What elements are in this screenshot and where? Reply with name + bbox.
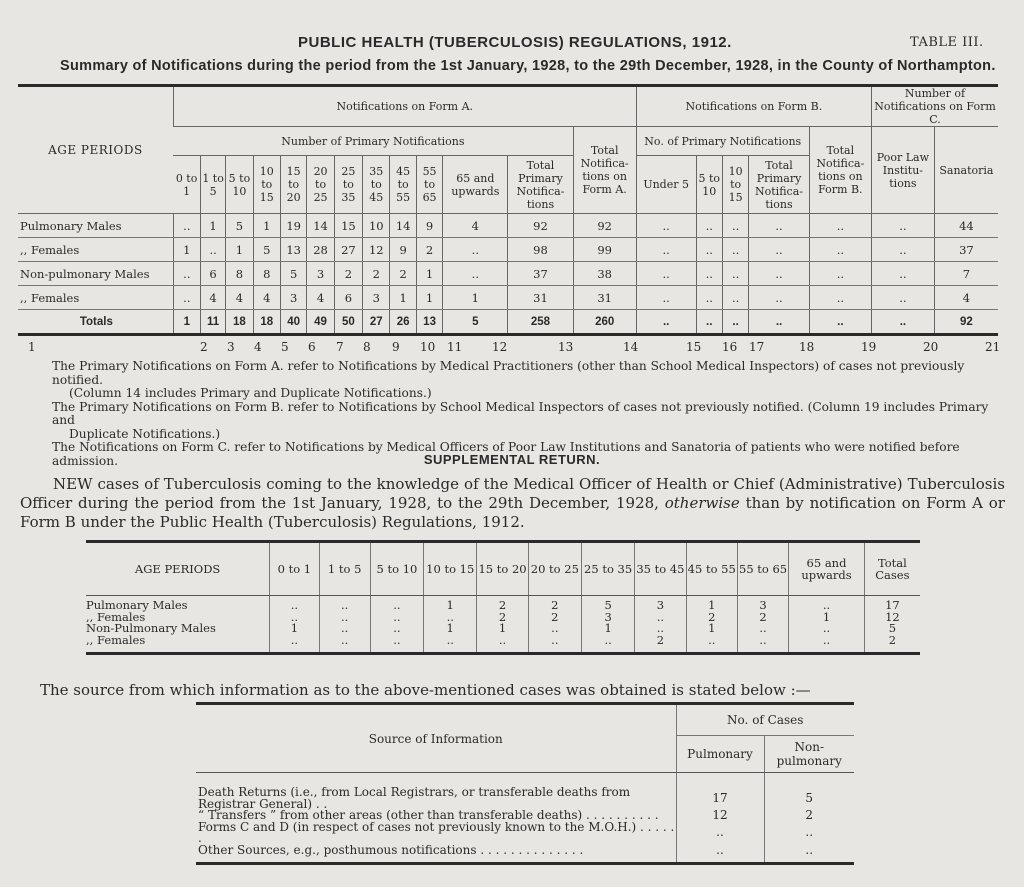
table-cell: .. [528,635,581,654]
non-pulmonary-cell: .. [764,822,854,845]
table-cell: .. [749,286,809,310]
supplemental-return-table [86,540,920,655]
table-cell: .. [319,623,370,635]
note-column-14: (Column 14 includes Primary and Duplicate Notifications.) [69,386,432,400]
totals-cell: 13 [416,310,442,335]
table-cell: 3 [280,286,306,310]
column-number: 9 [392,340,400,354]
table-cell: 8 [253,262,280,286]
column-number: 16 [722,340,738,354]
table-cell: .. [370,612,423,624]
totals-cell: 18 [226,310,253,335]
table-cell: 1 [443,286,508,310]
row-label: ,, Females [18,238,173,262]
table-cell: 31 [573,286,636,310]
table-cell: 1 [686,623,737,635]
table-cell: .. [789,635,865,654]
page-title: PUBLIC HEALTH (TUBERCULOSIS) REGULATIONS, 1912. [298,34,732,51]
table-cell: 3 [363,286,390,310]
column-number: 12 [492,340,508,354]
column-number: 13 [558,340,574,354]
age-col-a-header: 65 and upwards [443,156,508,214]
row-label: Pulmonary Males [18,214,173,238]
table-cell: 5 [226,214,253,238]
age-col-header: 65 and upwards [789,542,865,596]
table-cell: .. [696,238,722,262]
table-cell: 1 [226,238,253,262]
non-pulmonary-cell: 5 [764,773,854,811]
table-cell: 5 [253,238,280,262]
table-cell: 14 [307,214,334,238]
table-cell: 1 [789,612,865,624]
table-cell: 4 [200,286,225,310]
column-number: 10 [420,340,436,354]
age-col-a-header: 10 to 15 [253,156,280,214]
row-label: ,, Females [86,609,146,624]
note-duplicate: Duplicate Notifications.) [69,426,221,441]
table-cell: 2 [390,262,416,286]
table-cell: 1 [424,623,477,635]
column-number: 11 [447,340,463,354]
totals-cell: 27 [363,310,390,335]
age-col-a-header: 5 to 10 [226,156,253,214]
source-label: Other Sources, e.g., posthumous notifications . . . . . . . . . . . . . . [198,842,584,857]
totals-cell: 50 [334,310,362,335]
age-col-a-header: 35 to 45 [363,156,390,214]
table-cell: .. [424,612,477,624]
column-number: 5 [281,340,289,354]
row-label: Non-pulmonary Males [18,262,173,286]
totals-cell: .. [636,310,696,335]
table-cell: 17 [864,596,920,612]
table-cell: .. [809,238,871,262]
supplemental-heading: SUPPLEMENTAL RETURN. [423,452,601,467]
table-cell: 12 [363,238,390,262]
total-form-a-header: Total Notifica-tions on Form A. [573,127,636,214]
age-col-b-header: 5 to 10 [696,156,722,214]
table-cell: 31 [508,286,573,310]
column-number: 4 [254,340,262,354]
table-row [196,822,854,845]
table-cell: .. [789,596,865,612]
table-cell: 3 [635,596,686,612]
totals-row [18,310,998,335]
pulmonary-header: Pulmonary [676,736,764,773]
table-cell: 98 [508,238,573,262]
table-cell: 92 [573,214,636,238]
table-row [86,635,920,654]
age-periods-header: AGE PERIODS [86,542,270,596]
table-cell: 4 [253,286,280,310]
table-cell: .. [635,612,686,624]
table-cell: .. [173,262,200,286]
age-col-header: Total Cases [864,542,920,596]
table-cell: .. [319,596,370,612]
totals-cell: 1 [173,310,200,335]
row-label: Non-Pulmonary Males [86,621,216,635]
table-cell: 2 [477,612,528,624]
age-col-header: 20 to 25 [528,542,581,596]
table-cell: .. [749,262,809,286]
notifications-summary-table [18,84,998,336]
table-cell: .. [722,214,748,238]
table-cell: .. [635,623,686,635]
age-col-a-header: 20 to 25 [307,156,334,214]
source-information-table [196,702,854,865]
table-cell: 5 [864,623,920,635]
table-row [18,286,998,310]
poor-law-header: Poor Law Institu-tions [871,127,934,214]
table-cell: 38 [573,262,636,286]
table-cell: 3 [737,596,788,612]
table-cell: 37 [508,262,573,286]
table-cell: 6 [334,286,362,310]
table-cell: 1 [416,286,442,310]
table-cell: .. [636,262,696,286]
table-cell: 1 [390,286,416,310]
table-cell: 44 [934,214,998,238]
total-form-b-header: Total Notifica-tions on Form B. [809,127,871,214]
pulmonary-cell: 17 [676,773,764,811]
table-cell: 4 [226,286,253,310]
table-cell: 7 [934,262,998,286]
form-b-header: Notifications on Form B. [636,86,871,127]
table-cell: .. [443,262,508,286]
table-cell: 2 [477,596,528,612]
totals-cell: .. [809,310,871,335]
table-cell: .. [173,286,200,310]
table-cell: .. [871,238,934,262]
non-pulmonary-cell: .. [764,845,854,864]
table-row [18,262,998,286]
table-cell: 1 [686,596,737,612]
table-cell: 1 [477,623,528,635]
table-cell: 2 [528,612,581,624]
table-cell: .. [737,623,788,635]
primary-b-header: No. of Primary Notifications [636,127,809,156]
age-col-header: 15 to 20 [477,542,528,596]
table-cell: 4 [934,286,998,310]
table-cell: 2 [635,635,686,654]
source-header: Source of Information [196,704,676,773]
pulmonary-cell: 12 [676,810,764,822]
table-cell: 9 [416,214,442,238]
note-form-a: The Primary Notifications on Form A. refer to Notifications by Medical Practitioners (other than School Medical Inspectors) of cases not previously notified. [52,359,965,387]
table-cell: 92 [508,214,573,238]
primary-a-header: Number of Primary Notifications [173,127,573,156]
age-col-a-header: 0 to 1 [173,156,200,214]
column-number: 20 [923,340,939,354]
table-cell: .. [696,262,722,286]
table-cell: .. [424,635,477,654]
table-cell: 27 [334,238,362,262]
form-a-header: Notifications on Form A. [173,86,636,127]
age-col-a-header: 55 to 65 [416,156,442,214]
table-cell: 37 [934,238,998,262]
table-cell: .. [270,612,319,624]
table-cell: .. [528,623,581,635]
column-number: 15 [686,340,702,354]
totals-cell: 18 [253,310,280,335]
table-cell: .. [319,635,370,654]
table-cell: .. [270,635,319,654]
table-cell: 9 [390,238,416,262]
table-row [18,238,998,262]
table-row [18,214,998,238]
row-label: ,, Females [86,632,146,647]
column-number: 17 [749,340,765,354]
table-cell: 99 [573,238,636,262]
note-form-c: The Notifications on Form C. refer to Notifications by Medical Officers of Poor Law Institutions and Sanatoria of patients who were notified before admission. [52,440,960,468]
emphasis-otherwise: otherwise [664,494,740,512]
table-cell: 4 [443,214,508,238]
table-cell: 1 [424,596,477,612]
table-cell: .. [581,635,634,654]
age-col-b-header: Total Primary Notifica-tions [749,156,809,214]
table-cell: 1 [416,262,442,286]
table-cell: 5 [581,596,634,612]
table-cell: .. [749,214,809,238]
age-col-header: 5 to 10 [370,542,423,596]
totals-cell: 49 [307,310,334,335]
table-cell: .. [443,238,508,262]
age-col-header: 45 to 55 [686,542,737,596]
totals-cell: 258 [508,310,573,335]
table-cell: .. [370,596,423,612]
table-cell: 2 [334,262,362,286]
non-pulmonary-cell: 2 [764,810,854,822]
table-cell: 13 [280,238,306,262]
table-cell: .. [737,635,788,654]
table-cell: .. [270,596,319,612]
row-label: Pulmonary Males [86,598,188,612]
age-col-b-header: Under 5 [636,156,696,214]
table-cell: 3 [307,262,334,286]
table-cell: .. [871,214,934,238]
table-cell: .. [696,214,722,238]
age-col-a-header: 25 to 35 [334,156,362,214]
table-cell: 8 [226,262,253,286]
sanatoria-header: Sanatoria [934,127,998,214]
table-cell: 12 [864,612,920,624]
age-col-header: 10 to 15 [424,542,477,596]
column-number: 14 [623,340,639,354]
table-cell: .. [370,623,423,635]
table-cell: .. [789,623,865,635]
table-cell: 2 [363,262,390,286]
age-col-header: 25 to 35 [581,542,634,596]
table-cell: .. [722,238,748,262]
table-cell: .. [809,286,871,310]
table-cell: .. [809,262,871,286]
table-cell: .. [200,238,225,262]
column-number: 18 [799,340,815,354]
source-label: Death Returns (i.e., from Local Registrars, or transferable deaths from Registrar General) . . [198,785,631,811]
table-cell: 1 [581,623,634,635]
totals-label: Totals [79,315,113,328]
totals-cell: .. [871,310,934,335]
column-number: 8 [363,340,371,354]
table-cell: 1 [173,238,200,262]
source-intro: The source from which information as to the above-mentioned cases was obtained is stated below :— [40,681,811,699]
table-cell: .. [871,262,934,286]
table-cell: 2 [416,238,442,262]
source-label: “ Transfers ” from other areas (other than transferable deaths) . . . . . . . . . . [198,808,659,822]
num-cases-header: No. of Cases [676,704,854,736]
column-number: 19 [861,340,877,354]
age-col-a-header: 15 to 20 [280,156,306,214]
table-cell: .. [636,238,696,262]
table-cell: 15 [334,214,362,238]
totals-cell: 40 [280,310,306,335]
form-c-header: Number of Notifications on Form C. [871,86,998,127]
source-label: Forms C and D (in respect of cases not previously known to the M.O.H.) . . . . . . [198,819,675,845]
column-number: 1 [28,340,36,354]
age-col-header: 35 to 45 [635,542,686,596]
table-cell: .. [722,286,748,310]
table-cell: .. [871,286,934,310]
totals-cell: 11 [200,310,225,335]
table-cell: .. [722,262,748,286]
row-label: ,, Females [18,286,173,310]
totals-cell: .. [696,310,722,335]
table-cell: 19 [280,214,306,238]
table-cell: .. [686,635,737,654]
table-cell: .. [636,214,696,238]
column-number: 21 [985,340,1001,354]
column-number: 3 [227,340,235,354]
table-cell: 3 [581,612,634,624]
column-number: 2 [200,340,208,354]
table-cell: 1 [200,214,225,238]
table-cell: 6 [200,262,225,286]
table-cell: 10 [363,214,390,238]
table-cell: .. [749,238,809,262]
age-col-a-header: Total Primary Notifica-tions [508,156,573,214]
table-row [196,773,854,811]
age-col-a-header: 1 to 5 [200,156,225,214]
table-cell: .. [319,612,370,624]
age-col-header: 0 to 1 [270,542,319,596]
table-cell: 2 [864,635,920,654]
table-row [196,845,854,864]
column-number: 6 [308,340,316,354]
table-cell: .. [636,286,696,310]
supplemental-text: NEW cases of Tuberculosis coming to the knowledge of the Medical Officer of Health or Chief (Administrative) Tuberculosis Officer during the period from the 1st January, 1928, to the 29th December, 1928, otherwise than by notification on Form A or Form B under the Public Health (Tuberculosis) Regulations, 1912. [20,475,1005,531]
table-cell: .. [809,214,871,238]
table-cell: .. [477,635,528,654]
pulmonary-cell: .. [676,822,764,845]
table-cell: .. [173,214,200,238]
non-pulmonary-header: Non-pulmonary [764,736,854,773]
totals-cell: 26 [390,310,416,335]
table-label: TABLE III. [910,35,984,50]
totals-cell: 5 [443,310,508,335]
totals-cell: 260 [573,310,636,335]
page-subtitle: Summary of Notifications during the period from the 1st January, 1928, to the 29th December, 1928, in the County of Northampton. [60,58,996,74]
table-cell: 28 [307,238,334,262]
table-cell: 5 [280,262,306,286]
age-col-a-header: 45 to 55 [390,156,416,214]
age-col-header: 1 to 5 [319,542,370,596]
table-cell: 2 [686,612,737,624]
age-periods-header: AGE PERIODS [18,86,173,214]
table-cell: 14 [390,214,416,238]
totals-cell: 92 [934,310,998,335]
table-cell: .. [696,286,722,310]
column-number: 7 [336,340,344,354]
totals-cell: .. [722,310,748,335]
age-col-header: 55 to 65 [737,542,788,596]
table-cell: 4 [307,286,334,310]
note-form-b: The Primary Notifications on Form B. refer to Notifications by School Medical Inspectors of cases not previously notified. (Column 19 includes Primary and [52,399,989,427]
table-cell: 1 [270,623,319,635]
pulmonary-cell: .. [676,845,764,864]
totals-cell: .. [749,310,809,335]
table-cell: .. [370,635,423,654]
table-cell: 1 [253,214,280,238]
table-cell: 2 [737,612,788,624]
age-col-b-header: 10 to 15 [722,156,748,214]
table-cell: 2 [528,596,581,612]
